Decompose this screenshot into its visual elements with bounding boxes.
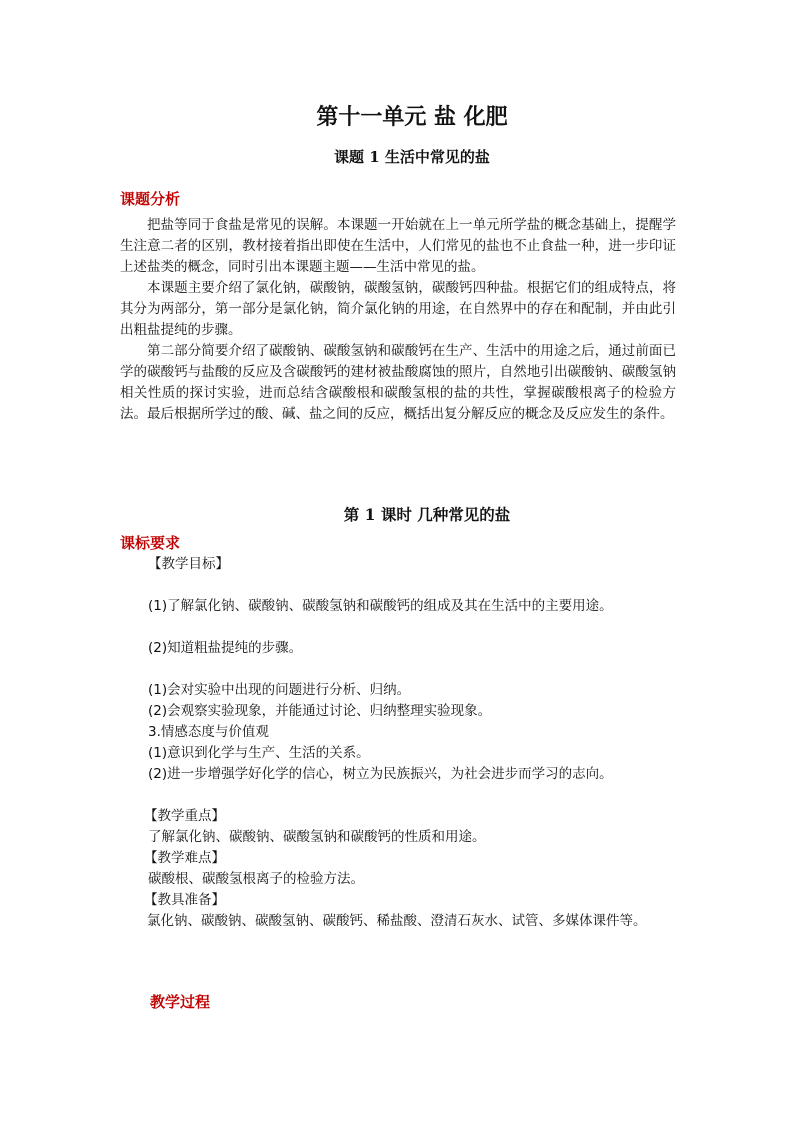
- topic-subtitle: 课题 1 生活中常见的盐: [334, 148, 490, 166]
- analysis-body: [120, 215, 676, 425]
- key-points-text: 了解氯化钠、碳酸钠、碳酸氢钠和碳酸钙的性质和用途。: [148, 829, 486, 845]
- materials-text: 氯化钠、碳酸钠、碳酸氢钠、碳酸钙、稀盐酸、澄清石灰水、试管、多媒体课件等。: [147, 913, 647, 929]
- lesson-title: 第 1 课时 几种常见的盐: [343, 505, 511, 524]
- knowledge-item-2: (2)知道粗盐提纯的步骤。: [148, 640, 303, 656]
- key-points-label: 【教学重点】: [144, 808, 225, 824]
- emotion-item-2: (2)进一步增强学好化学的信心，树立为民族振兴，为社会进步而学习的志向。: [148, 766, 613, 782]
- process-item-2: (2)会观察实验现象，并能通过讨论、归纳整理实验现象。: [148, 703, 492, 719]
- analysis-heading: 课题分析: [120, 190, 181, 208]
- materials-label: 【教具准备】: [144, 892, 225, 908]
- knowledge-item-1: (1)了解氯化钠、碳酸钠、碳酸氢钠和碳酸钙的组成及其在生活中的主要用途。: [148, 598, 613, 614]
- emotion-item-1: (1)意识到化学与生产、生活的关系。: [148, 745, 370, 761]
- difficulties-label: 【教学难点】: [144, 850, 225, 866]
- process-item-1: (1)会对实验中出现的问题进行分析、归纳。: [148, 682, 411, 698]
- difficulties-text: 碳酸根、碳酸氢根离子的检验方法。: [148, 871, 364, 887]
- analysis-paragraph-3: 第二部分简要介绍了碳酸钠、碳酸氢钠和碳酸钙在生产、生活中的用途之后，通过前面已学的碳酸钙与盐酸的反应及含碳酸钙的建材被盐酸腐蚀的照片，自然地引出碳酸钠、碳酸氢钠相关性质的探讨实验，进而总结含碳酸根和碳酸氢根的盐的共性，掌握碳酸根离子的检验方法。最后根据所学过的酸、碱、盐之间的反应，概括出复分解反应的概念及反应发生的条件。: [120, 343, 676, 422]
- analysis-paragraph-2: 本课题主要介绍了氯化钠，碳酸钠，碳酸氢钠，碳酸钙四种盐。根据它们的组成特点，将其分为两部分，第一部分是氯化钠，简介氯化钠的用途，在自然界中的存在和配制，并由此引出粗盐提纯的步骤。: [120, 280, 676, 338]
- standards-heading: 课标要求: [120, 534, 181, 552]
- emotion-heading: 3.情感态度与价值观: [148, 724, 269, 740]
- analysis-paragraph-1: 把盐等同于食盐是常见的误解。本课题一开始就在上一单元所学盐的概念基础上，提醒学生注意二者的区别，教材接着指出即使在生活中，人们常见的盐也不止食盐一种，进一步印证上述盐类的概念，同时引出本课题主题——生活中常见的盐。: [120, 217, 676, 275]
- objectives-label: 【教学目标】: [148, 556, 229, 572]
- unit-title: 第十一单元 盐 化肥: [316, 104, 508, 130]
- process-heading: 教学过程: [150, 993, 211, 1011]
- materials-text-block: [120, 911, 676, 932]
